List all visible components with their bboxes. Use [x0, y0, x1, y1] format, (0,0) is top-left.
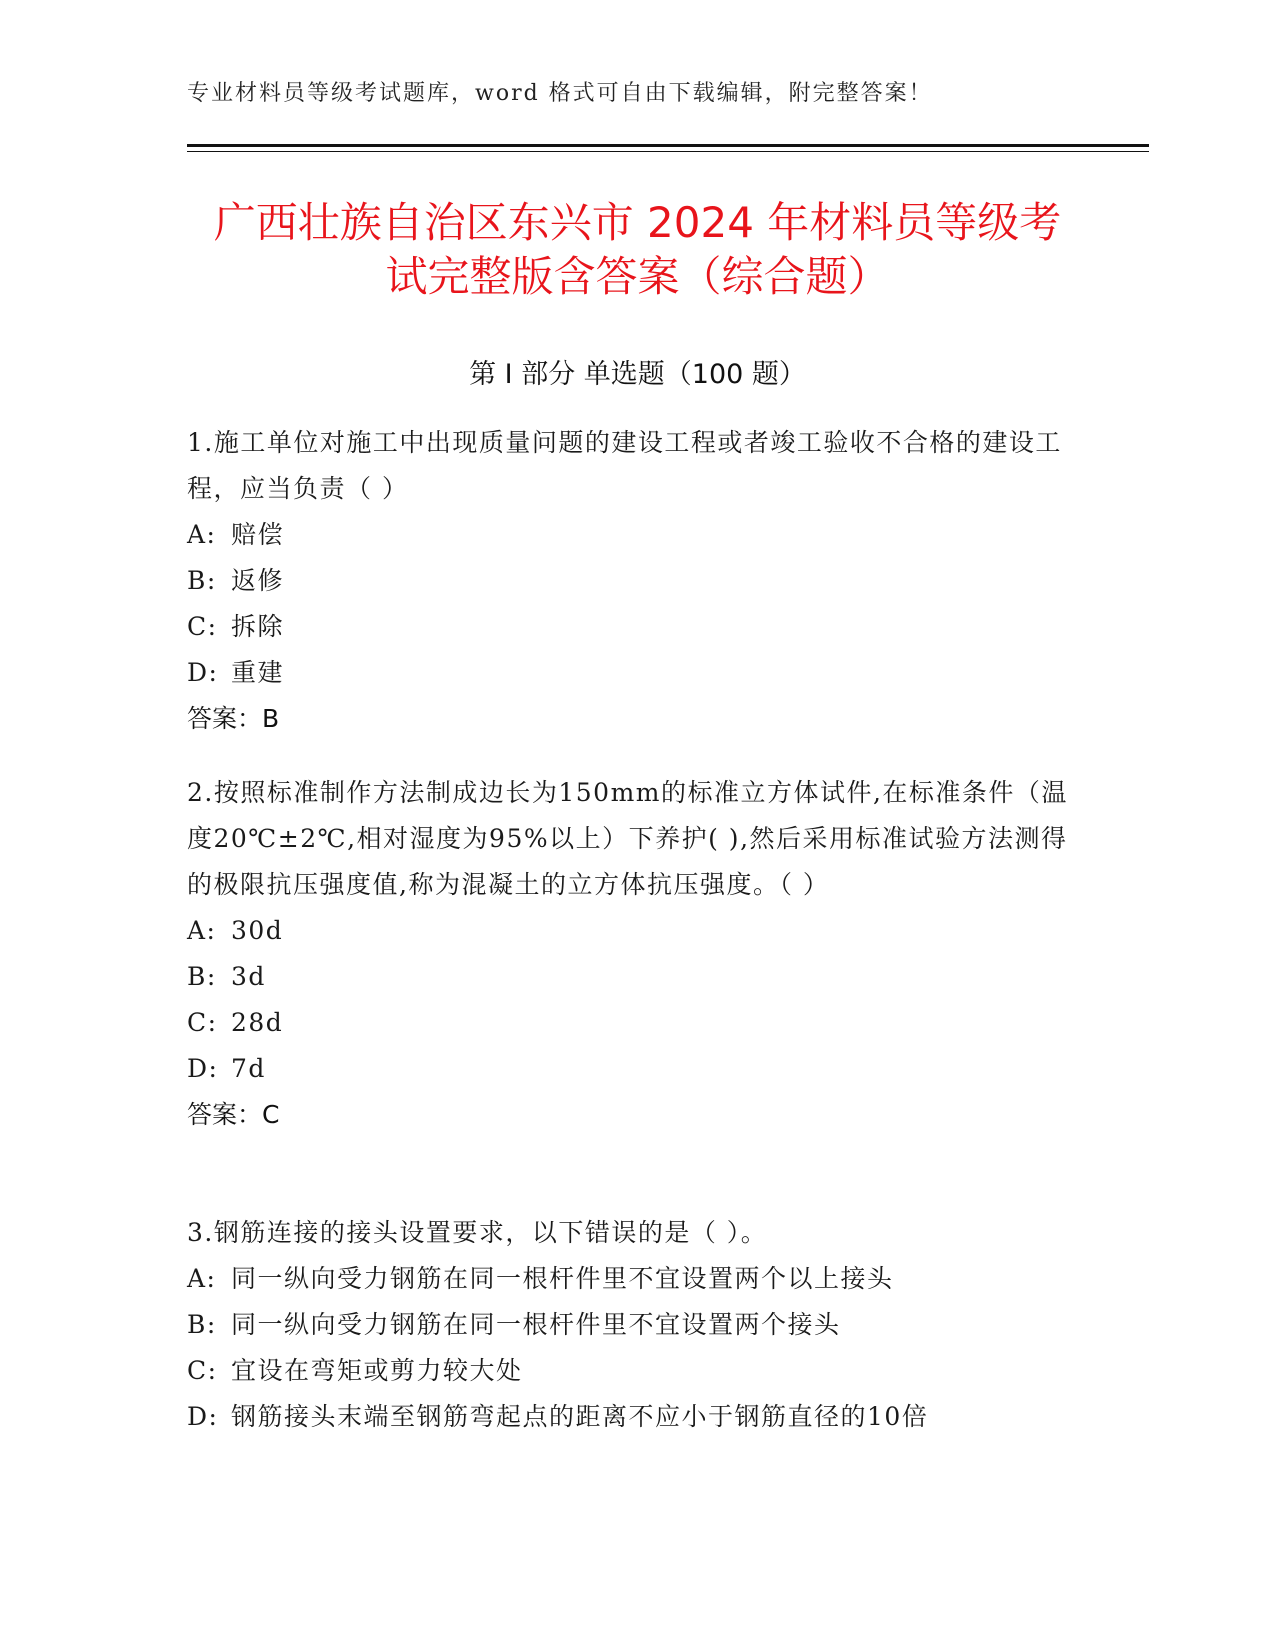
option-key: C: [187, 1356, 218, 1385]
title-line-2: 试完整版含答案（综合题） [385, 252, 890, 301]
answer-line: 答案：C [187, 1100, 280, 1129]
question-3 [187, 1210, 1087, 1440]
answer-line: 答案：B [187, 704, 280, 733]
option-key: C: [187, 1008, 218, 1037]
option-key: C: [187, 612, 218, 641]
option-text: 拆除 [231, 612, 285, 641]
header-rule-thin [187, 151, 1149, 152]
option-b [187, 558, 1087, 604]
option-text: 重建 [231, 658, 285, 687]
section-heading: 第 I 部分 单选题（100 题） [469, 359, 806, 390]
header-note: 专业材料员等级考试题库，word 格式可自由下载编辑，附完整答案！ [187, 81, 933, 106]
option-a [187, 1256, 1087, 1302]
question-stem: 2.按照标准制作方法制成边长为150mm的标准立方体试件,在标准条件（温度20℃±2℃,相对湿度为95%以上）下养护( ),然后采用标准试验方法测得的极限抗压强度值,称为混凝土的立方体抗压强度。（ ） [187, 778, 1068, 899]
option-key: A: [187, 520, 217, 549]
option-key: B: [187, 1310, 217, 1339]
option-key: D: [187, 1402, 219, 1431]
option-key: B: [187, 962, 217, 991]
option-b [187, 1302, 1087, 1348]
option-text: 同一纵向受力钢筋在同一根杆件里不宜设置两个接头 [231, 1310, 841, 1339]
option-c [187, 1348, 1087, 1394]
option-b [187, 954, 1087, 1000]
option-d [187, 1046, 1087, 1092]
option-key: B: [187, 566, 217, 595]
option-key: A: [187, 916, 217, 945]
option-a [187, 908, 1087, 954]
option-key: A: [187, 1264, 217, 1293]
document-title [160, 196, 1115, 304]
option-text: 宜设在弯矩或剪力较大处 [231, 1356, 523, 1385]
option-d [187, 1394, 1087, 1440]
option-key: D: [187, 1054, 219, 1083]
option-text: 3d [231, 962, 266, 991]
option-key: D: [187, 658, 219, 687]
option-d [187, 650, 1087, 696]
option-text: 返修 [231, 566, 285, 595]
option-text: 30d [231, 916, 284, 945]
option-text: 钢筋接头末端至钢筋弯起点的距离不应小于钢筋直径的10倍 [231, 1402, 929, 1431]
header-rule-thick [187, 144, 1149, 147]
title-line-1: 广西壮族自治区东兴市 2024 年材料员等级考 [213, 198, 1062, 247]
option-text: 28d [231, 1008, 284, 1037]
option-c [187, 1000, 1087, 1046]
option-a [187, 512, 1087, 558]
option-c [187, 604, 1087, 650]
option-text: 赔偿 [231, 520, 285, 549]
option-text: 7d [231, 1054, 266, 1083]
question-2 [187, 770, 1087, 1138]
question-1 [187, 420, 1087, 742]
question-stem: 1.施工单位对施工中出现质量问题的建设工程或者竣工验收不合格的建设工程，应当负责（ ） [187, 428, 1062, 503]
question-stem: 3.钢筋连接的接头设置要求，以下错误的是（ ）。 [187, 1218, 768, 1247]
option-text: 同一纵向受力钢筋在同一根杆件里不宜设置两个以上接头 [231, 1264, 894, 1293]
